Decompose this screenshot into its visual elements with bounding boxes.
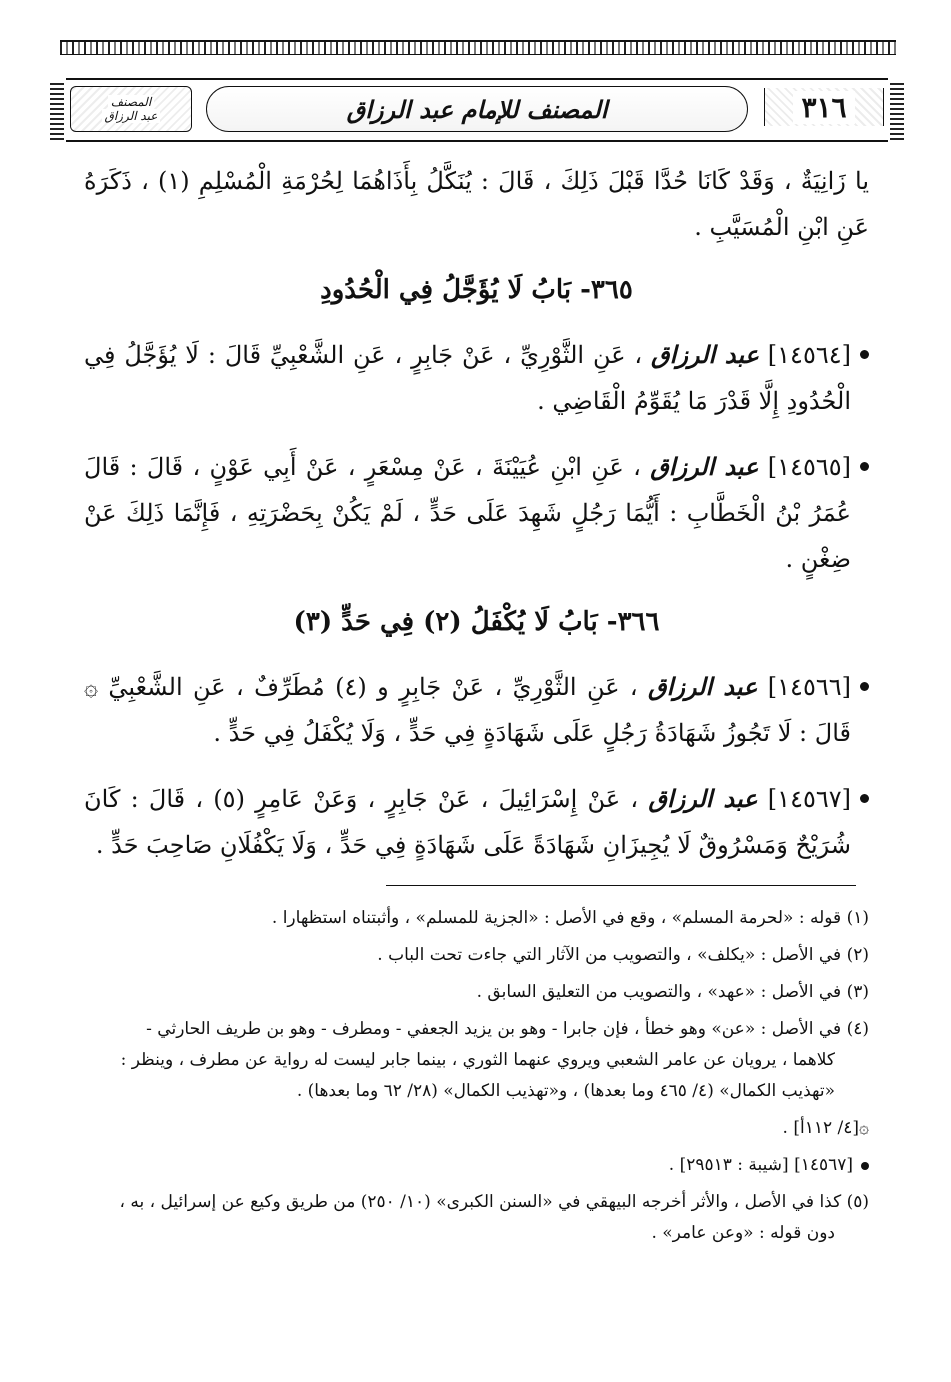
hadith-14564 xyxy=(84,332,869,424)
continued-paragraph: يا زَانِيَةٌ ، وَقَدْ كَانَا حُدَّا قَبْلَ ذَلِكَ ، قَالَ : يُنَكَّلُ بِأَذَاهُمَا لِحُرْمَةِ الْمُسْلِمِ (١) ، ذَكَرَهُ عَنِ ابْنِ الْمُسَيَّبِ . xyxy=(84,167,870,241)
chapter-heading-366: ٣٦٦- بَابُ لَا يُكْفَلُ (٢) فِي حَدٍّ (٣) xyxy=(293,607,660,637)
logo-line-1: المصنف xyxy=(108,95,154,109)
footnote-2: (٢) في الأصل : «يكلف» ، والتصويب من الآثار التي جاءت تحت الباب . xyxy=(377,945,869,965)
folio-reference: ۞[٤/ ١١٢أ] . xyxy=(782,1118,869,1138)
narrator-name: عبد الرزاق xyxy=(648,784,758,813)
footnote-4-line-2: كلاهما ، يرويان عن عامر الشعبي ويروي عنهما الثوري ، بينما جابر ليست له رواية عن مطرف ، وينظر : xyxy=(120,1050,835,1070)
book-logo xyxy=(70,86,192,132)
footnote-4-line-3: «تهذيب الكمال» (٤/ ٤٦٥ وما بعدها) ، و«تهذيب الكمال» (٢٨/ ٦٢ وما بعدها) . xyxy=(296,1081,835,1101)
hadith-text: ، عَنِ الثَّوْرِيِّ ، عَنْ جَابِرٍ و (٤) مُطَرِّفٌ ، عَنِ الشَّعْبِيِّ ۞ قَالَ : لَا تَجُوزُ شَهَادَةُ رَجُلٍ عَلَى شَهَادَةٍ فِي حَدٍّ ، وَلَا يُكْفَلُ فِي حَدٍّ . xyxy=(84,673,851,747)
hadith-number: [١٤٥٦٧] xyxy=(767,785,851,813)
main-text xyxy=(84,158,869,888)
bullet-icon xyxy=(860,350,869,359)
narrator-name: عبد الرزاق xyxy=(651,340,759,369)
footnote-5-line-2: دون قوله : «وعن عامر» . xyxy=(651,1223,835,1243)
hadith-14566 xyxy=(84,664,869,756)
hadith-number: [١٤٥٦٦] xyxy=(767,673,851,701)
bullet-icon xyxy=(860,682,869,691)
footnote-5-line-1: (٥) كذا في الأصل ، والأثر أخرجه البيهقي في «السنن الكبرى» (١٠/ ٢٥٠) من طريق وكيع عن إسرائيل ، به ، xyxy=(119,1192,869,1212)
cross-reference-shaybah xyxy=(88,1150,869,1181)
running-header xyxy=(66,78,888,142)
book-title: المصنف للإمام عبد الرزاق xyxy=(206,86,748,132)
page-number-box xyxy=(764,88,884,126)
logo-line-2: عبد الرزاق xyxy=(102,109,161,123)
bullet-icon xyxy=(860,462,869,471)
hadith-number: [١٤٥٦٥] xyxy=(767,453,851,481)
bullet-icon xyxy=(860,794,869,803)
page-number: ٣١٦ xyxy=(793,91,854,124)
cross-reference-text: [١٤٥٦٧] [شيبة : ٢٩٥١٣] . xyxy=(668,1155,853,1175)
footnote-4-line-1: (٤) في الأصل : «عن» وهو خطأ ، فإن جابرا - وهو بن يزيد الجعفي - ومطرف - وهو بن طريف الحارثي - xyxy=(146,1019,869,1039)
hadith-text: ، عَنْ إِسْرَائِيلَ ، عَنْ جَابِرٍ ، وَعَنْ عَامِرٍ (٥) ، قَالَ : كَانَ شُرَيْحٌ وَمَسْرُوقٌ لَا يُجِيزَانِ شَهَادَةً عَلَى شَهَادَةٍ فِي حَدٍّ ، وَلَا يَكْفُلَانِ صَاحِبَ حَدٍّ . xyxy=(84,785,851,859)
top-ornamental-border xyxy=(60,40,896,55)
footnotes xyxy=(88,903,869,1255)
narrator-name: عبد الرزاق xyxy=(650,452,759,481)
hadith-text: ، عَنِ ابْنِ عُيَيْنَةَ ، عَنْ مِسْعَرٍ ، عَنْ أَبِي عَوْنٍ ، قَالَ : قَالَ عُمَرُ بْنُ الْخَطَّابِ : أَيُّمَا رَجُلٍ شَهِدَ عَلَى حَدٍّ ، لَمْ يَكُنْ بِحَضْرَتِهِ ، فَإِنَّمَا ذَلِكَ عَنْ ضِغْنٍ . xyxy=(84,453,851,573)
footnote-1: (١) قوله : «لحرمة المسلم» ، وقع في الأصل : «الجزية للمسلم» ، وأثبتناه استظهارا . xyxy=(271,908,869,928)
chapter-heading-365: ٣٦٥- بَابُ لَا يُؤَجَّلُ فِي الْحُدُودِ xyxy=(320,275,633,305)
hadith-number: [١٤٥٦٤] xyxy=(767,341,851,369)
narrator-name: عبد الرزاق xyxy=(648,672,758,701)
footnote-separator xyxy=(386,885,856,886)
header-ornament-left xyxy=(50,80,64,140)
bullet-icon xyxy=(861,1162,869,1170)
footnote-5 xyxy=(88,1187,869,1249)
hadith-14567 xyxy=(84,776,869,868)
hadith-14565 xyxy=(84,444,869,582)
hadith-text: ، عَنِ الثَّوْرِيِّ ، عَنْ جَابِرٍ ، عَنِ الشَّعْبِيِّ قَالَ : لَا يُؤَجَّلُ فِي الْحُدُودِ إِلَّا قَدْرَ مَا يُقَوِّمُ الْقَاضِي . xyxy=(84,341,851,415)
footnote-4 xyxy=(88,1014,869,1107)
footnote-3: (٣) في الأصل : «عهد» ، والتصويب من التعليق السابق . xyxy=(476,982,869,1002)
header-ornament-right xyxy=(890,80,904,140)
